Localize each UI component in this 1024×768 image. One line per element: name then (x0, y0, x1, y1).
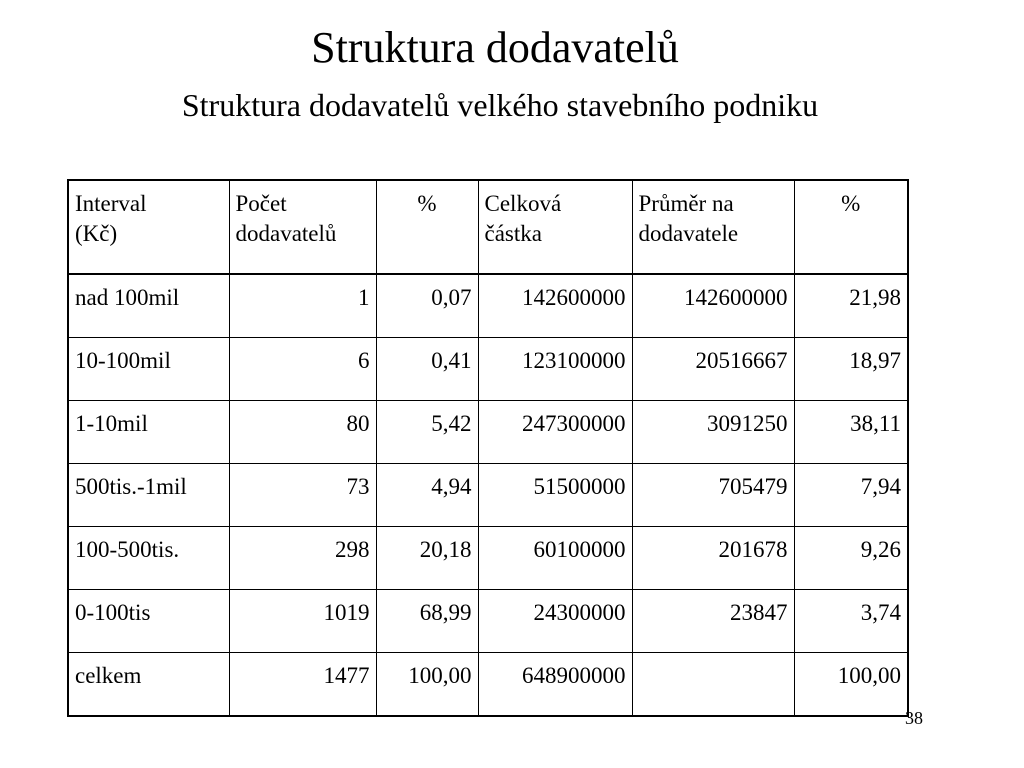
table-cell: 21,98 (794, 274, 908, 338)
table-row (68, 274, 908, 338)
table-row (68, 527, 908, 590)
table-cell: 100,00 (794, 653, 908, 717)
header-row (68, 180, 908, 274)
header-count-percent: % (376, 180, 478, 274)
slide-subtitle: Struktura dodavatelů velkého stavebního podniku (181, 87, 819, 123)
table-cell: 201678 (632, 527, 794, 590)
header-amount-percent: % (794, 180, 908, 274)
table-row (68, 338, 908, 401)
table-row (68, 590, 908, 653)
table-cell: 60100000 (478, 527, 632, 590)
row-label-cell: 10-100mil (68, 338, 229, 401)
table-cell: 648900000 (478, 653, 632, 717)
slide-title: Struktura dodavatelů (311, 23, 679, 72)
row-label-cell: nad 100mil (68, 274, 229, 338)
table-cell: 1 (229, 274, 376, 338)
table-cell: 3091250 (632, 401, 794, 464)
table-cell (632, 653, 794, 717)
table-cell: 23847 (632, 590, 794, 653)
header-interval: Interval (Kč) (68, 180, 229, 274)
table-cell: 298 (229, 527, 376, 590)
table-cell: 142600000 (632, 274, 794, 338)
table-cell: 3,74 (794, 590, 908, 653)
row-label-cell: 500tis.-1mil (68, 464, 229, 527)
page-number: 38 (905, 708, 923, 728)
table-cell: 5,42 (376, 401, 478, 464)
table-cell: 1477 (229, 653, 376, 717)
table-row (68, 464, 908, 527)
table-row (68, 401, 908, 464)
table-cell: 100,00 (376, 653, 478, 717)
table-cell: 247300000 (478, 401, 632, 464)
row-label-cell: 1-10mil (68, 401, 229, 464)
row-label-cell: celkem (68, 653, 229, 717)
header-supplier-count: Počet dodavatelů (229, 180, 376, 274)
row-label-cell: 0-100tis (68, 590, 229, 653)
table-cell: 9,26 (794, 527, 908, 590)
table-cell: 38,11 (794, 401, 908, 464)
table-cell: 1019 (229, 590, 376, 653)
row-label-cell: 100-500tis. (68, 527, 229, 590)
table-cell: 24300000 (478, 590, 632, 653)
table-cell: 73 (229, 464, 376, 527)
table-cell: 142600000 (478, 274, 632, 338)
table-cell: 20,18 (376, 527, 478, 590)
table-cell: 7,94 (794, 464, 908, 527)
header-average-per-supplier: Průměr na dodavatele (632, 180, 794, 274)
table-cell: 0,41 (376, 338, 478, 401)
table-cell: 705479 (632, 464, 794, 527)
table-cell: 68,99 (376, 590, 478, 653)
table-cell: 18,97 (794, 338, 908, 401)
table-cell: 123100000 (478, 338, 632, 401)
table-cell: 6 (229, 338, 376, 401)
table-cell: 20516667 (632, 338, 794, 401)
header-total-amount: Celková částka (478, 180, 632, 274)
table-cell: 80 (229, 401, 376, 464)
table-header (68, 180, 908, 274)
table-row (68, 653, 908, 717)
table-body (68, 274, 908, 716)
table-cell: 0,07 (376, 274, 478, 338)
supplier-structure-table (67, 179, 909, 717)
table-cell: 4,94 (376, 464, 478, 527)
table-cell: 51500000 (478, 464, 632, 527)
